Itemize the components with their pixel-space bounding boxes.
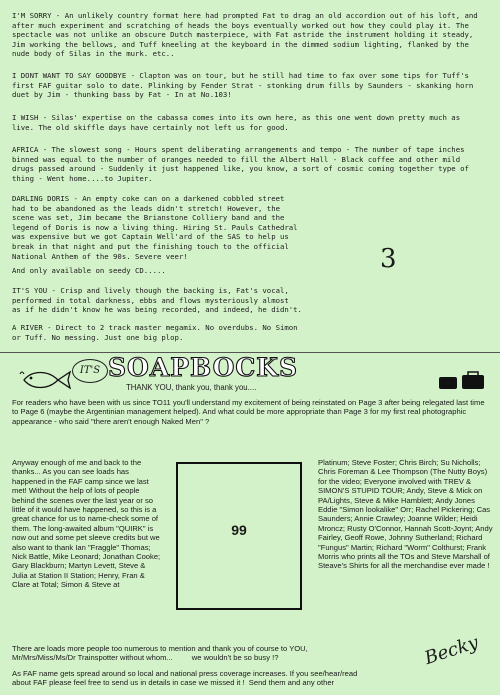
cd-only-note: And only available on seedy CD..... <box>12 266 166 275</box>
intro-paragraph: For readers who have been with us since TO11 you'll understand my excitement of being reinstated on Page 3 after being relegated last time to Page 6 (maybe the Argentinian management helped). And what could be more appropriate than Page 3 for my first real photographic appearance - who said "there aren't enough Naked Men" ? <box>12 398 487 426</box>
closing-thanks: There are loads more people too numerous to mention and thank you of course to YOU, Mr/Mrs/Miss/Ms/Dr Trainspotter without whom... we wouldn't be so busy !? <box>12 644 308 663</box>
fish-icon <box>18 368 72 392</box>
review-africa: AFRICA - The slowest song - Hours spent deliberating arrangements and tempo - The number of tape inches binned was equal to the number of oranges needed to fill the Albert Hall - Black coffee and other mild drugs passed around - Suddenly it just happened like, you know, a sort of cosmic coming together type of thing - Went home....to Jupiter. <box>12 145 474 183</box>
thanks-column-right: Platinum; Steve Foster; Chris Birch; Su Nicholls; Chris Foreman & Lee Thompson (The Nutty Boys) for the video; Everyone involved with TREV & SIMON'S STUPID TOUR; Andy, Steve & Mick on PA/Lights, Steve & Mike Hamblett; Andy Jones Eddie "Simon lookalike" Orr; Rachel Pickering; Cas Saunders; Annie Crawley; Joanne Wilder; Heidi Mroncz; Rusty O'Connor, Hannah Scott-Joynt; Andy Fairley, Geoff Rowe, Johnny Sutherland; Richard "Fungus" Martin; Richard "Worm" Colthurst; Frank Morris who prints all the TOs and Steve Marshall of Steave's Shirts for all the merchandise ever made ! <box>318 458 493 571</box>
its-speech-bubble: IT'S <box>72 359 108 383</box>
soapbocks-title: SOAPBOCKS <box>108 353 299 382</box>
thank-you-line: THANK YOU, thank you, thank you.... <box>126 383 257 392</box>
thanks-column-left: Anyway enough of me and back to the thanks... As you can see loads has happened in the FAF camp since we last met! Without the help of lots of people behind the scenes over the last year or so little of it would have happened, so this is a great chance for us to name-check some of them. The long-awaited album "QUIRK" is now out and some pet sleeve credits but we also want to thank Ian "Fraggle" Thomas; Nick Battle, Mike Leonard; Jonathan Cooke; Gary Blackburn; Martyn Levett, Steve & Julia at Station II Station; Henry, Fran & Clare at Total; Simon & Steve at <box>12 458 161 590</box>
soapbocks-header <box>0 353 500 395</box>
review-its-you: IT'S YOU - Crisp and lively though the backing is, Fat's vocal, performed in total darkness, ebbs and flows mysteriously almost as if he didn't know he was being recorded, and indeed, he didn't. <box>12 286 302 315</box>
soap-and-bag-icon <box>438 370 486 390</box>
review-a-river: A RIVER - Direct to 2 track master megamix. No overdubs. No Simon or Tuff. No messing. Just one big plop. <box>12 323 298 342</box>
signature: Becky <box>422 632 481 669</box>
photo-number: 99 <box>231 522 247 538</box>
review-im-sorry: I'M SORRY - An unlikely country format here had prompted Fat to drag an old accordion out of his loft, and after much experiment and scratching of heads the boys eventually worked out how they could play it. The spectacle was not unlike an obscure Dutch masterpiece, with Fat astride the instrument holding it steady, Jim working the bellows, and Tuff kneeling at the keyboard in the dimmed sodium lighting, flanked by the nude body of Silas in the murk. etc.. <box>12 11 483 59</box>
review-darling-doris: DARLING DORIS - An empty coke can on a darkened cobbled street had to be abandoned as the leads didn't stretch! However, the scene was set, Jim became the Brianstone Colliery band and the legend of Doris is now a living thing. Hiring St. Pauls Cathedral was expensive but we got Captain Well'ard of the SAS to help us break in that night and put the finishing touch to the official National Anthem of the 90s. Severe veer! <box>12 194 298 261</box>
press-coverage-note: As FAF name gets spread around so local and national press coverage increases. If you see/hear/read about FAF please feel free to send us in details in case we missed it ! Send them and any other <box>12 669 358 688</box>
review-i-wish: I WISH - Silas' expertise on the cabassa comes into its own here, as this one went down pretty much as live. The old skiffle days have certainly not left us for good. <box>12 113 465 132</box>
page-number: 3 <box>380 244 397 274</box>
review-dont-want-to-say-goodbye: I DONT WANT TO SAY GOODBYE - Clapton was on tour, but he still had time to fax over some tips for Tuff's first FAF guitar solo to date. Plinking by Fender Strat - stonking drum fills by Saunders - skanking horn duet by Jim - thunking bass by Fat - In at No.103! <box>12 71 478 100</box>
photo-placeholder <box>176 462 302 610</box>
